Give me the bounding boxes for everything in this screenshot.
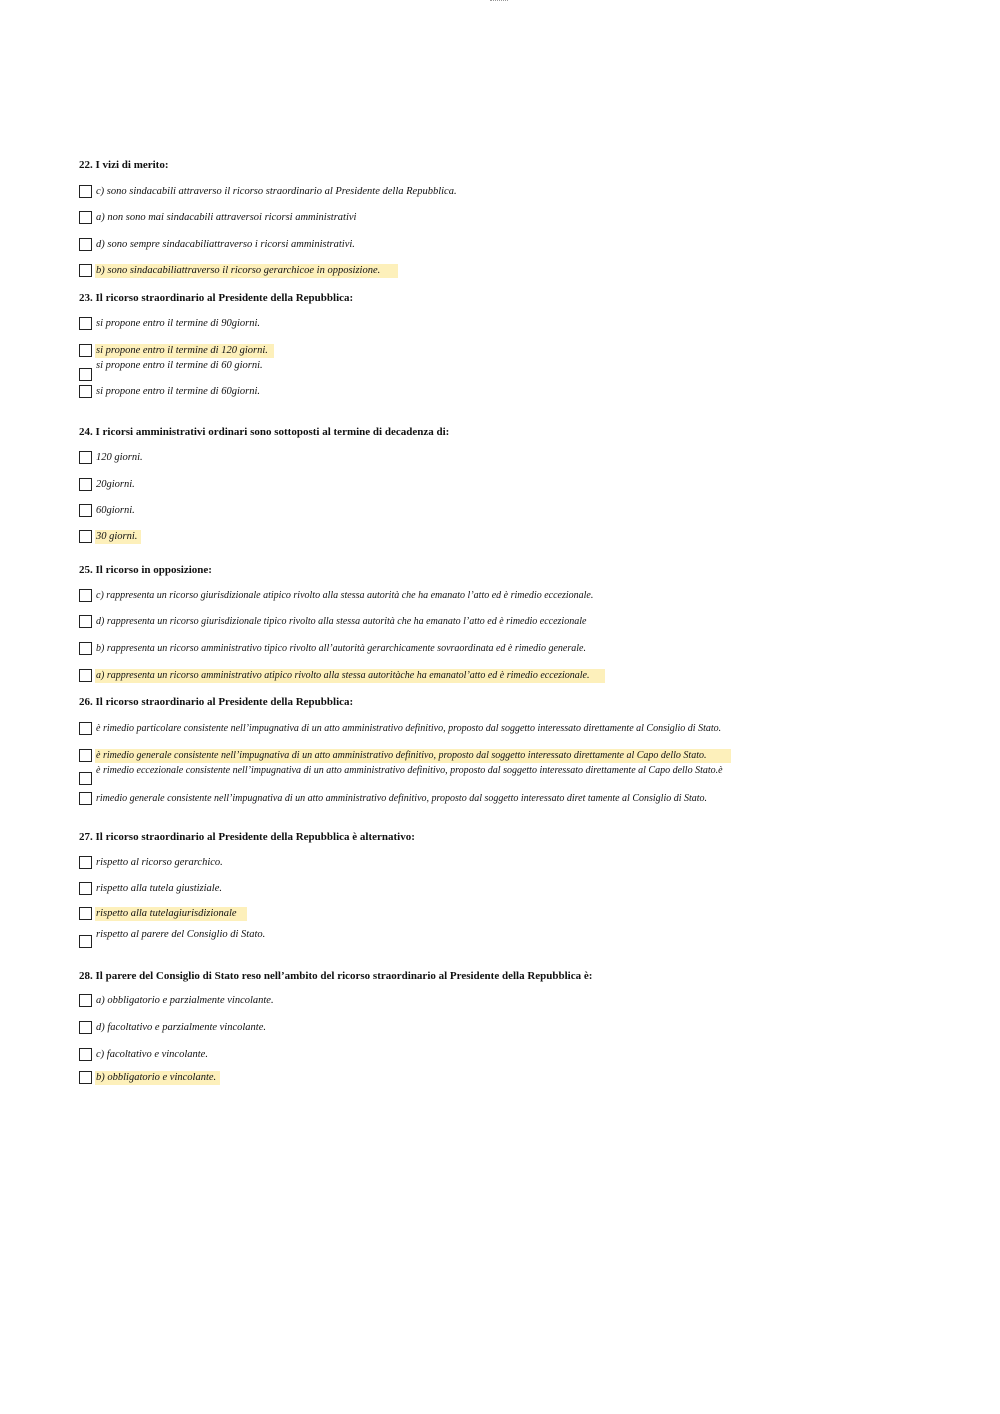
checkbox[interactable] [79, 368, 92, 381]
checkbox[interactable] [79, 615, 92, 628]
checkbox[interactable] [79, 882, 92, 895]
option-label: rispetto alla tutela giustiziale. [96, 883, 222, 894]
checkbox[interactable] [79, 642, 92, 655]
checkbox[interactable] [79, 530, 92, 543]
option-label-highlighted: si propone entro il termine di 120 giorni. [95, 344, 274, 358]
option-label: si propone entro il termine di 60giorni. [96, 386, 261, 397]
option-label: si propone entro il termine di 60 giorni. [96, 360, 263, 371]
checkbox[interactable] [79, 792, 92, 805]
checkbox[interactable] [79, 451, 92, 464]
option-label: a) non sono mai sindacabili attraversoi ricorsi amministrativi [96, 212, 357, 223]
checkbox[interactable] [79, 749, 92, 762]
option-label: c) rappresenta un ricorso giurisdizionale atipico rivolto alla stessa autorità che ha emanato l’atto ed è rimedio eccezionale. [96, 590, 594, 601]
checkbox[interactable] [79, 504, 92, 517]
checkbox[interactable] [79, 478, 92, 491]
option-label-highlighted: rispetto alla tutelagiurisdizionale [95, 907, 247, 921]
question-28-title: 28. Il parere del Consiglio di Stato reso nell’ambito del ricorso straordinario al Presidente della Repubblica è: [79, 970, 593, 982]
question-27-title: 27. Il ricorso straordinario al Presidente della Repubblica è alternativo: [79, 831, 415, 843]
option-label: è rimedio eccezionale consistente nell’impugnativa di un atto amministrativo definitivo, proposto dal soggetto interessato direttamente al Capo dello Stato.è [96, 765, 723, 776]
option-label: a) obbligatorio e parzialmente vincolante. [96, 995, 274, 1006]
checkbox[interactable] [79, 1048, 92, 1061]
checkbox[interactable] [79, 994, 92, 1007]
option-label-highlighted: b) sono sindacabiliattraverso il ricorso gerarchicoe in opposizione. [95, 264, 398, 278]
option-label: d) rappresenta un ricorso giurisdizionale tipico rivolto alla stessa autorità che ha emanato l’atto ed è rimedio eccezionale [96, 616, 587, 627]
option-label-highlighted: è rimedio generale consistente nell’impugnativa di un atto amministrativo definitivo, proposto dal soggetto interessato direttamente al Capo dello Stato. [95, 749, 731, 763]
option-label: 20giorni. [96, 479, 135, 490]
option-label-highlighted: 30 giorni. [95, 530, 141, 544]
option-label: c) sono sindacabili attraverso il ricorso straordinario al Presidente della Repubblica. [96, 186, 457, 197]
option-label: d) facoltativo e parzialmente vincolante. [96, 1022, 266, 1033]
question-23-title: 23. Il ricorso straordinario al Presidente della Repubblica: [79, 292, 354, 304]
option-label: rimedio generale consistente nell’impugnativa di un atto amministrativo definitivo, proposto dal soggetto interessato diret tamente al Consiglio di Stato. [96, 793, 708, 804]
option-label-highlighted: b) obbligatorio e vincolante. [95, 1071, 220, 1085]
checkbox[interactable] [79, 856, 92, 869]
page-header-mark [490, 0, 508, 3]
option-label: rispetto al parere del Consiglio di Stato. [96, 929, 266, 940]
checkbox[interactable] [79, 589, 92, 602]
option-label: si propone entro il termine di 90giorni. [96, 318, 261, 329]
checkbox[interactable] [79, 1071, 92, 1084]
checkbox[interactable] [79, 317, 92, 330]
checkbox[interactable] [79, 185, 92, 198]
checkbox[interactable] [79, 211, 92, 224]
option-label: è rimedio particolare consistente nell’impugnativa di un atto amministrativo definitivo, proposto dal soggetto interessato direttamente al Consiglio di Stato. [96, 723, 722, 734]
checkbox[interactable] [79, 935, 92, 948]
option-label: b) rappresenta un ricorso amministrativo tipico rivolto all’autorità gerarchicamente sovraordinata ed è rimedio generale. [96, 643, 586, 654]
option-label: c) facoltativo e vincolante. [96, 1049, 208, 1060]
checkbox[interactable] [79, 722, 92, 735]
question-25-title: 25. Il ricorso in opposizione: [79, 564, 212, 576]
option-label: 60giorni. [96, 505, 135, 516]
checkbox[interactable] [79, 907, 92, 920]
checkbox[interactable] [79, 1021, 92, 1034]
option-label: d) sono sempre sindacabiliattraverso i ricorsi amministrativi. [96, 239, 355, 250]
checkbox[interactable] [79, 385, 92, 398]
option-label-highlighted: a) rappresenta un ricorso amministrativo atipico rivolto alla stessa autoritàche ha emanatol’atto ed è rimedio eccezionale. [95, 669, 605, 683]
checkbox[interactable] [79, 669, 92, 682]
option-label: 120 giorni. [96, 452, 143, 463]
option-label: rispetto al ricorso gerarchico. [96, 857, 223, 868]
question-26-title: 26. Il ricorso straordinario al Presidente della Repubblica: [79, 696, 354, 708]
checkbox[interactable] [79, 344, 92, 357]
checkbox[interactable] [79, 264, 92, 277]
checkbox[interactable] [79, 772, 92, 785]
question-22-title: 22. I vizi di merito: [79, 159, 169, 171]
checkbox[interactable] [79, 238, 92, 251]
question-24-title: 24. I ricorsi amministrativi ordinari sono sottoposti al termine di decadenza di: [79, 426, 450, 438]
